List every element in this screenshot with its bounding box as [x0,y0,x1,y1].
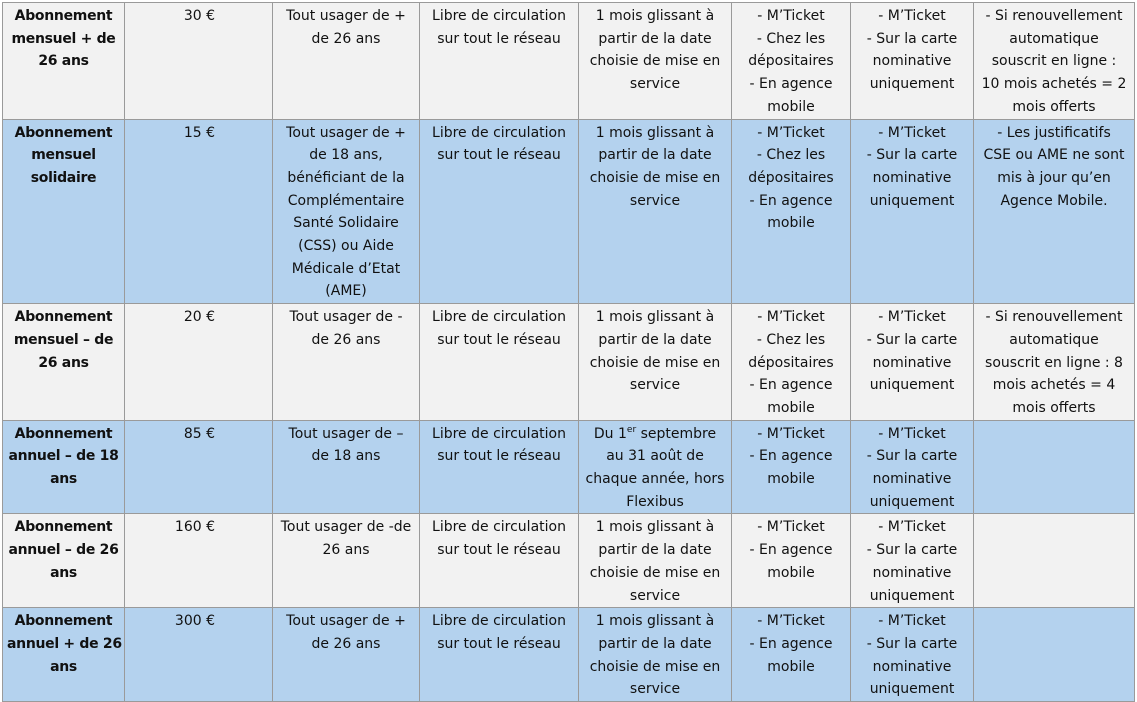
validity-period: 1 mois glissant à partir de la date choisie de mise en service [579,514,732,608]
network-coverage: Libre de circulation sur tout le réseau [420,420,579,514]
sales-channels: - M’Ticket - Chez les dépositaires - En agence mobile [732,119,851,304]
notes: - Si renouvellement automatique souscrit en ligne : 10 mois achetés = 2 mois offerts [974,3,1135,120]
ticket-support: - M’Ticket - Sur la carte nominative uniquement [851,514,974,608]
table-row [3,420,1135,514]
subscription-name: Abonnement annuel + de 26 ans [3,608,125,702]
ticket-support: - M’Ticket - Sur la carte nominative uniquement [851,304,974,421]
eligible-users: Tout usager de + de 18 ans, bénéficiant de la Complémentaire Santé Solidaire (CSS) ou Aide Médicale d’Etat (AME) [273,119,420,304]
notes [974,420,1135,514]
subscription-name: Abonnement mensuel – de 26 ans [3,304,125,421]
sales-channels: - M’Ticket - En agence mobile [732,420,851,514]
validity-period: Du 1er septembre au 31 août de chaque année, hors Flexibus [579,420,732,514]
network-coverage: Libre de circulation sur tout le réseau [420,514,579,608]
eligible-users: Tout usager de – de 18 ans [273,420,420,514]
subscription-price: 300 € [125,608,273,702]
eligible-users: Tout usager de -de 26 ans [273,514,420,608]
fares-table [2,2,1135,702]
validity-period: 1 mois glissant à partir de la date choisie de mise en service [579,304,732,421]
table-row [3,119,1135,304]
subscription-name: Abonnement annuel – de 18 ans [3,420,125,514]
network-coverage: Libre de circulation sur tout le réseau [420,3,579,120]
subscription-price: 160 € [125,514,273,608]
subscription-price: 20 € [125,304,273,421]
subscription-name: Abonnement annuel – de 26 ans [3,514,125,608]
notes [974,514,1135,608]
table-row [3,608,1135,702]
validity-period: 1 mois glissant à partir de la date choisie de mise en service [579,3,732,120]
ticket-support: - M’Ticket - Sur la carte nominative uniquement [851,420,974,514]
sales-channels: - M’Ticket - Chez les dépositaires - En agence mobile [732,3,851,120]
validity-period: 1 mois glissant à partir de la date choisie de mise en service [579,608,732,702]
ticket-support: - M’Ticket - Sur la carte nominative uniquement [851,608,974,702]
notes: - Si renouvellement automatique souscrit en ligne : 8 mois achetés = 4 mois offerts [974,304,1135,421]
table-row [3,304,1135,421]
ticket-support: - M’Ticket - Sur la carte nominative uniquement [851,119,974,304]
subscription-name: Abonnement mensuel solidaire [3,119,125,304]
network-coverage: Libre de circulation sur tout le réseau [420,119,579,304]
table-row [3,514,1135,608]
table-row [3,3,1135,120]
validity-period: 1 mois glissant à partir de la date choisie de mise en service [579,119,732,304]
eligible-users: Tout usager de + de 26 ans [273,3,420,120]
subscription-price: 30 € [125,3,273,120]
network-coverage: Libre de circulation sur tout le réseau [420,304,579,421]
network-coverage: Libre de circulation sur tout le réseau [420,608,579,702]
notes [974,608,1135,702]
subscription-name: Abonnement mensuel + de 26 ans [3,3,125,120]
eligible-users: Tout usager de - de 26 ans [273,304,420,421]
eligible-users: Tout usager de + de 26 ans [273,608,420,702]
sales-channels: - M’Ticket - En agence mobile [732,608,851,702]
notes: - Les justificatifs CSE ou AME ne sont mis à jour qu’en Agence Mobile. [974,119,1135,304]
sales-channels: - M’Ticket - Chez les dépositaires - En agence mobile [732,304,851,421]
ticket-support: - M’Ticket - Sur la carte nominative uniquement [851,3,974,120]
subscription-price: 15 € [125,119,273,304]
sales-channels: - M’Ticket - En agence mobile [732,514,851,608]
subscription-price: 85 € [125,420,273,514]
